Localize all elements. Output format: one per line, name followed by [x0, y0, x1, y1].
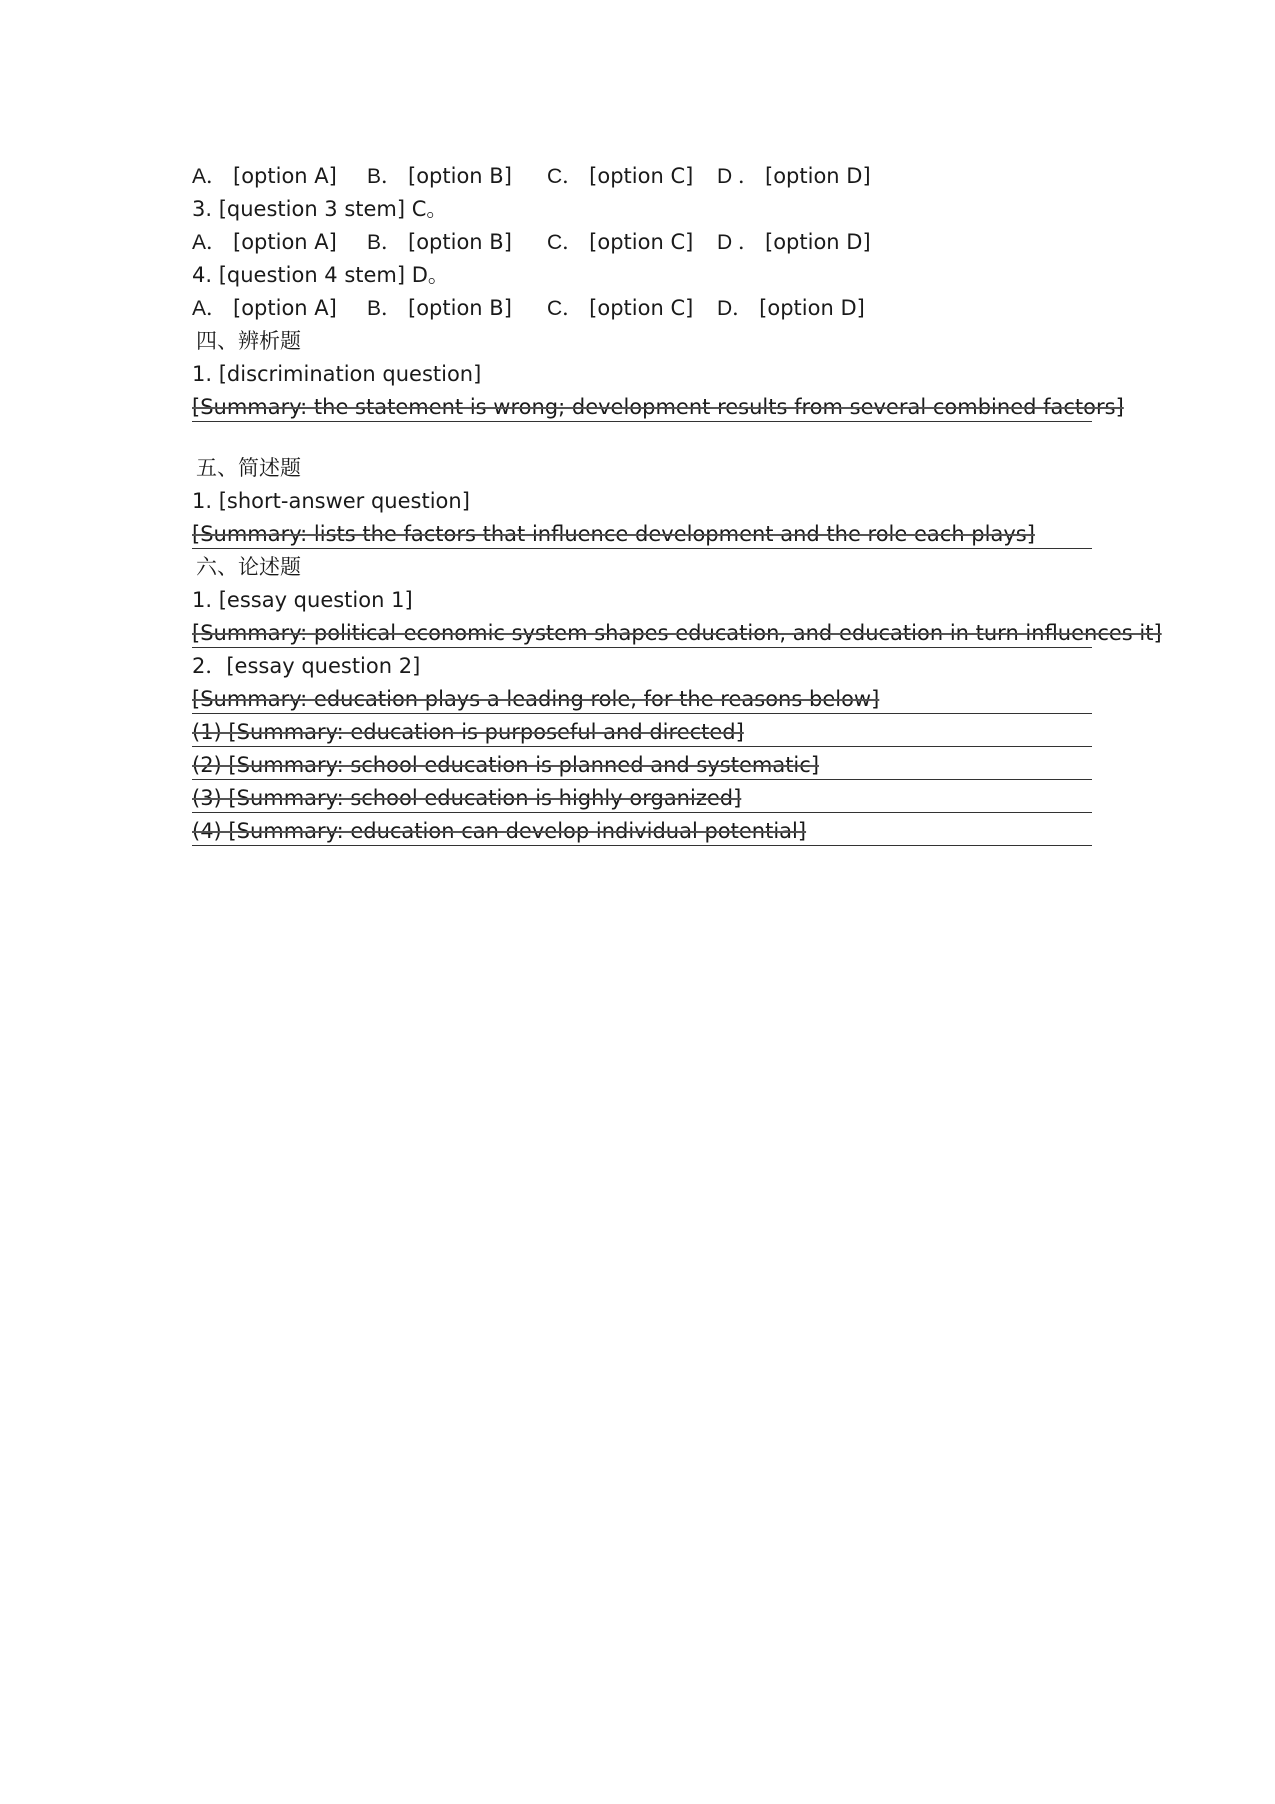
- answer-line: (1) [Summary: education is purposeful and directed]: [192, 716, 1092, 749]
- answer-block: [192, 518, 1092, 551]
- answer-block: [192, 391, 1124, 424]
- option-letter: D ．: [717, 231, 759, 254]
- mc-option: [367, 160, 547, 193]
- answer-line: (2) [Summary: school education is planned and systematic]: [192, 749, 1092, 782]
- answer-line: (4) [Summary: education can develop individual potential]: [192, 815, 1092, 848]
- option-letter: B．: [367, 297, 403, 320]
- question-4: 4. [question 4 stem] D。: [192, 263, 449, 287]
- answer-line: [Summary: political-economic system shapes education, and education in turn influences it]: [192, 617, 1092, 650]
- section-heading-discrimination: 四、辨析题: [196, 329, 301, 353]
- section-heading-short-answer: 五、简述题: [196, 456, 301, 480]
- mc-option: [192, 292, 367, 325]
- answer-line: [Summary: the statement is wrong; development results from several combined factors]: [192, 391, 1092, 424]
- option-letter: C．: [547, 231, 584, 254]
- option-letter: D．: [717, 297, 754, 320]
- spacer: [192, 424, 1092, 452]
- option-text: [option A]: [233, 296, 337, 320]
- option-text: [option D]: [765, 164, 871, 188]
- mc-option: [547, 226, 717, 259]
- option-text: [option C]: [589, 230, 694, 254]
- option-letter: C．: [547, 165, 584, 188]
- option-text: [option D]: [759, 296, 865, 320]
- option-text: [option B]: [408, 296, 512, 320]
- mc-option: [717, 226, 917, 259]
- mc-option: [192, 160, 367, 193]
- answer-line: (3) [Summary: school education is highly organized]: [192, 782, 1092, 815]
- mc-option: [547, 160, 717, 193]
- mc-option: [367, 292, 547, 325]
- essay-question-2: 2．[essay question 2]: [192, 654, 421, 678]
- option-letter: A．: [192, 297, 228, 320]
- option-text: [option B]: [408, 164, 512, 188]
- option-letter: C．: [547, 297, 584, 320]
- option-text: [option D]: [765, 230, 871, 254]
- discrimination-question-1: 1. [discrimination question]: [192, 362, 482, 386]
- answer-intro: [Summary: education plays a leading role, for the reasons below]: [192, 683, 1092, 716]
- option-letter: A．: [192, 165, 228, 188]
- question-3: 3. [question 3 stem] C。: [192, 197, 448, 221]
- option-text: [option A]: [233, 164, 337, 188]
- option-text: [option C]: [589, 164, 694, 188]
- mc-options-row: [192, 226, 1092, 259]
- short-answer-question-1: 1. [short-answer question]: [192, 489, 470, 513]
- option-letter: B．: [367, 231, 403, 254]
- option-letter: A．: [192, 231, 228, 254]
- option-text: [option C]: [589, 296, 694, 320]
- mc-option: [367, 226, 547, 259]
- mc-option: [717, 160, 917, 193]
- mc-option: [192, 226, 367, 259]
- section-heading-essay: 六、论述题: [196, 555, 301, 579]
- essay-question-1: 1. [essay question 1]: [192, 588, 413, 612]
- option-text: [option B]: [408, 230, 512, 254]
- mc-options-row: [192, 160, 1092, 193]
- mc-options-row: [192, 292, 1092, 325]
- option-letter: D ．: [717, 165, 759, 188]
- answer-points: [192, 716, 1092, 848]
- mc-option: [717, 292, 917, 325]
- option-text: [option A]: [233, 230, 337, 254]
- answer-block: [192, 617, 1162, 650]
- answer-line: [Summary: lists the factors that influence development and the role each plays]: [192, 518, 1092, 551]
- option-letter: B．: [367, 165, 403, 188]
- document-page: [192, 160, 1162, 848]
- mc-option: [547, 292, 717, 325]
